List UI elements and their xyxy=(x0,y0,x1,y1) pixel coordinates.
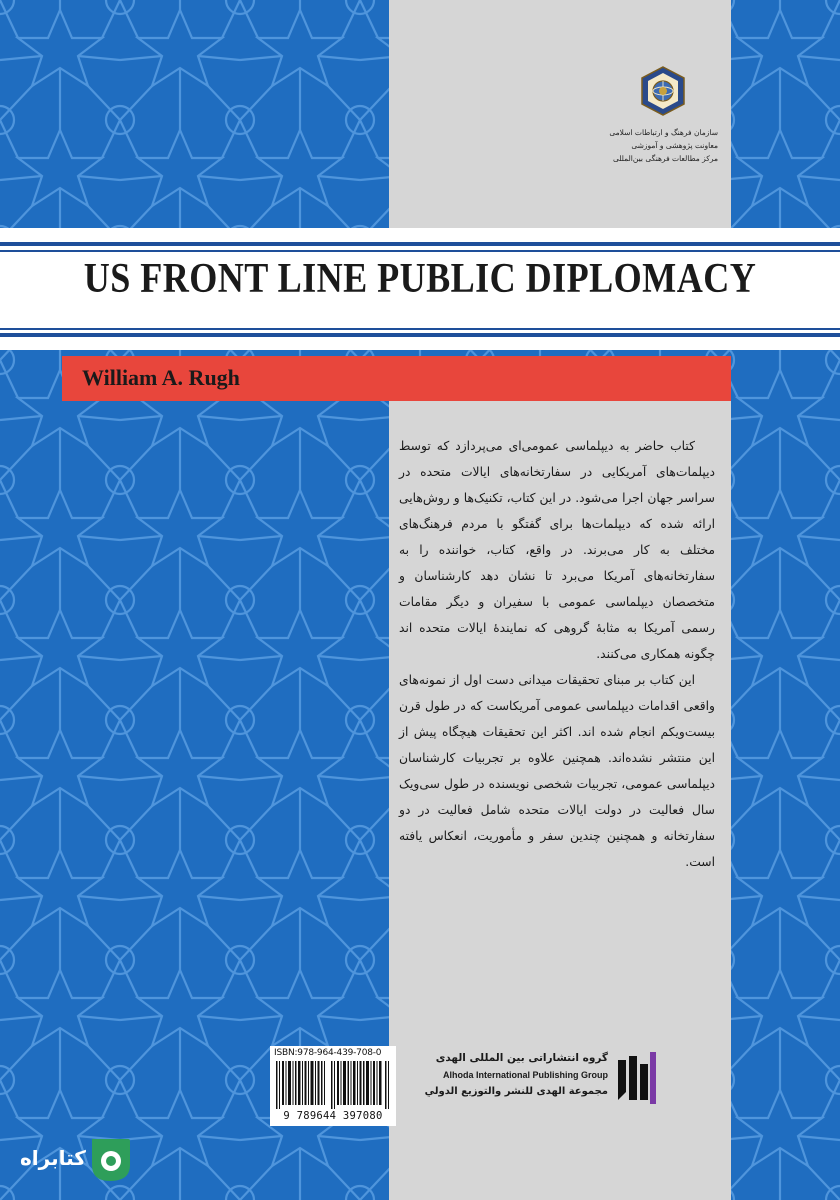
organization-emblem-icon xyxy=(640,66,686,116)
description-paragraph-2: این کتاب بر مبنای تحقیقات میدانی دست اول از نمونه‌های واقعی اقدامات دیپلماسی عمومی آمریکاست که در طول قرن بیست‌ویکم انجام شده اند. اکثر این تحقیقات هیچگاه پیش از این منتشر نشده‌اند. همچنین علاوه بر تجربیات کارشناسان دیپلماسی عمومی، تجربیات شخصی نویسنده در طول سی‌ویک سال فعالیت در دولت ایالات متحده شامل فعالیت در دو سفارتخانه و همچنین چندین سفر و مأموریت، انعکاس یافته است. xyxy=(399,673,715,869)
ketabrah-watermark xyxy=(8,1137,134,1185)
book-description xyxy=(399,433,715,875)
barcode-icon xyxy=(276,1061,390,1109)
organization-line-3: مرکز مطالعات فرهنگی بین‌المللی xyxy=(612,154,718,163)
isbn-label: ISBN:978-964-439-708-0 xyxy=(274,1048,382,1058)
publisher-name-en: Alhoda International Publishing Group xyxy=(443,1070,608,1080)
watermark-text: کتابراه xyxy=(20,1146,86,1170)
title-band-top-rule xyxy=(0,242,840,246)
author-name: William A. Rugh xyxy=(82,365,240,390)
organization-line-1: سازمان فرهنگ و ارتباطات اسلامی xyxy=(609,128,718,137)
publisher-logo-icon xyxy=(614,1048,656,1104)
isbn-barcode xyxy=(270,1046,396,1126)
book-title: US FRONT LINE PUBLIC DIPLOMACY xyxy=(83,256,757,302)
publisher-name-ar: مجموعة الهدى للنشر والتوزيع الدولي xyxy=(424,1086,608,1097)
organization-name xyxy=(600,126,718,165)
title-band-bottom-rule xyxy=(0,333,840,337)
organization-line-2: معاونت پژوهشی و آموزشی xyxy=(631,141,718,150)
ketabrah-logo-icon xyxy=(88,1137,132,1183)
barcode-digits: 9 789644 397080 xyxy=(283,1110,383,1122)
title-band-top-thin-rule xyxy=(0,250,840,252)
title-band-bottom-thin-rule xyxy=(0,328,840,330)
author-band xyxy=(62,356,731,401)
publisher-name-fa: گروه انتشاراتی بین المللی الهدی xyxy=(435,1052,608,1064)
publisher-block xyxy=(420,1050,608,1100)
description-paragraph-1: کتاب حاضر به دیپلماسی عمومی‌ای می‌پردازد که توسط دیپلمات‌های آمریکایی در سفارتخانه‌های ایالات متحده در سراسر جهان اجرا می‌شود. در این کتاب، تکنیک‌ها و روش‌هایی ارائه شده که دیپلمات‌ها برای گفتگو با مردم فرهنگ‌های مختلف به کار می‌برند. در واقع، کتاب، خواننده را به سفارتخانه‌های آمریکا می‌برد تا نشان دهد کارشناسان و متخصصان دیپلماسی عمومی با سفیران و دیگر مقامات رسمی آمریکا به مثابهٔ گروهی که نمایندهٔ ایالات متحده اند چگونه همکاری می‌کنند. xyxy=(399,439,715,661)
